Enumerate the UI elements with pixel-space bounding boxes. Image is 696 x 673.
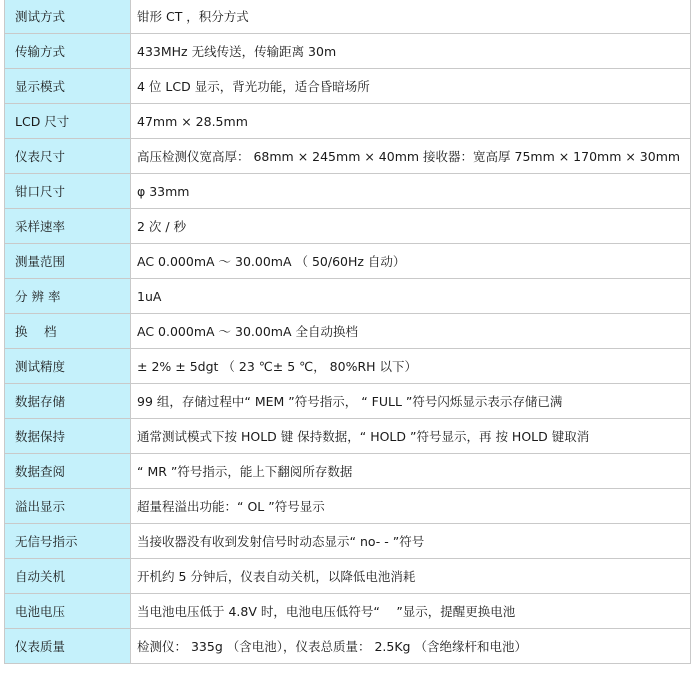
row-value: “ MR ”符号指示，能上下翻阅所存数据 bbox=[131, 454, 691, 489]
row-label: 测量范围 bbox=[5, 244, 131, 279]
spec-table bbox=[4, 0, 691, 664]
row-value: 2 次 / 秒 bbox=[131, 209, 691, 244]
row-value: 超量程溢出功能：“ OL ”符号显示 bbox=[131, 489, 691, 524]
table-row bbox=[5, 489, 691, 524]
row-label: LCD 尺寸 bbox=[5, 104, 131, 139]
table-row bbox=[5, 104, 691, 139]
spec-table-body bbox=[5, 0, 691, 664]
row-value: AC 0.000mA ～ 30.00mA （ 50/60Hz 自动） bbox=[131, 244, 691, 279]
row-value: 47mm × 28.5mm bbox=[131, 104, 691, 139]
row-value: 1uA bbox=[131, 279, 691, 314]
row-label: 数据查阅 bbox=[5, 454, 131, 489]
row-label: 仪表质量 bbox=[5, 629, 131, 664]
table-row bbox=[5, 629, 691, 664]
table-row bbox=[5, 279, 691, 314]
row-label: 电池电压 bbox=[5, 594, 131, 629]
row-value: 开机约 5 分钟后，仪表自动关机，以降低电池消耗 bbox=[131, 559, 691, 594]
table-row bbox=[5, 419, 691, 454]
row-label: 分 辨 率 bbox=[5, 279, 131, 314]
table-row bbox=[5, 454, 691, 489]
row-value: φ 33mm bbox=[131, 174, 691, 209]
row-label: 测试方式 bbox=[5, 0, 131, 34]
table-row bbox=[5, 139, 691, 174]
row-label: 溢出显示 bbox=[5, 489, 131, 524]
row-label: 自动关机 bbox=[5, 559, 131, 594]
row-label: 采样速率 bbox=[5, 209, 131, 244]
row-label: 仪表尺寸 bbox=[5, 139, 131, 174]
table-row bbox=[5, 69, 691, 104]
row-value: 当电池电压低于 4.8V 时，电池电压低符号“ ”显示，提醒更换电池 bbox=[131, 594, 691, 629]
table-row bbox=[5, 559, 691, 594]
table-row bbox=[5, 0, 691, 34]
row-value: 4 位 LCD 显示，背光功能，适合昏暗场所 bbox=[131, 69, 691, 104]
row-value: 钳形 CT ，积分方式 bbox=[131, 0, 691, 34]
table-row bbox=[5, 524, 691, 559]
row-label: 钳口尺寸 bbox=[5, 174, 131, 209]
row-label: 测试精度 bbox=[5, 349, 131, 384]
table-row bbox=[5, 174, 691, 209]
row-value: 高压检测仪宽高厚： 68mm × 245mm × 40mm 接收器：宽高厚 75mm × 170mm × 30mm bbox=[131, 139, 691, 174]
table-row bbox=[5, 244, 691, 279]
row-value: 当接收器没有收到发射信号时动态显示“ no- - ”符号 bbox=[131, 524, 691, 559]
table-row bbox=[5, 384, 691, 419]
row-label: 数据保持 bbox=[5, 419, 131, 454]
row-value: AC 0.000mA ～ 30.00mA 全自动换档 bbox=[131, 314, 691, 349]
row-label: 传输方式 bbox=[5, 34, 131, 69]
table-row bbox=[5, 34, 691, 69]
row-label: 换 档 bbox=[5, 314, 131, 349]
row-label: 数据存储 bbox=[5, 384, 131, 419]
table-row bbox=[5, 314, 691, 349]
row-value: 通常测试模式下按 HOLD 键 保持数据，“ HOLD ”符号显示，再 按 HOLD 键取消 bbox=[131, 419, 691, 454]
table-row bbox=[5, 349, 691, 384]
row-value: 99 组，存储过程中“ MEM ”符号指示， “ FULL ”符号闪烁显示表示存储已满 bbox=[131, 384, 691, 419]
row-value: 433MHz 无线传送，传输距离 30m bbox=[131, 34, 691, 69]
table-row bbox=[5, 594, 691, 629]
row-value: ± 2% ± 5dgt （ 23 ℃± 5 ℃， 80%RH 以下） bbox=[131, 349, 691, 384]
table-row bbox=[5, 209, 691, 244]
row-label: 无信号指示 bbox=[5, 524, 131, 559]
row-value: 检测仪： 335g （含电池），仪表总质量： 2.5Kg （含绝缘杆和电池） bbox=[131, 629, 691, 664]
row-label: 显示模式 bbox=[5, 69, 131, 104]
